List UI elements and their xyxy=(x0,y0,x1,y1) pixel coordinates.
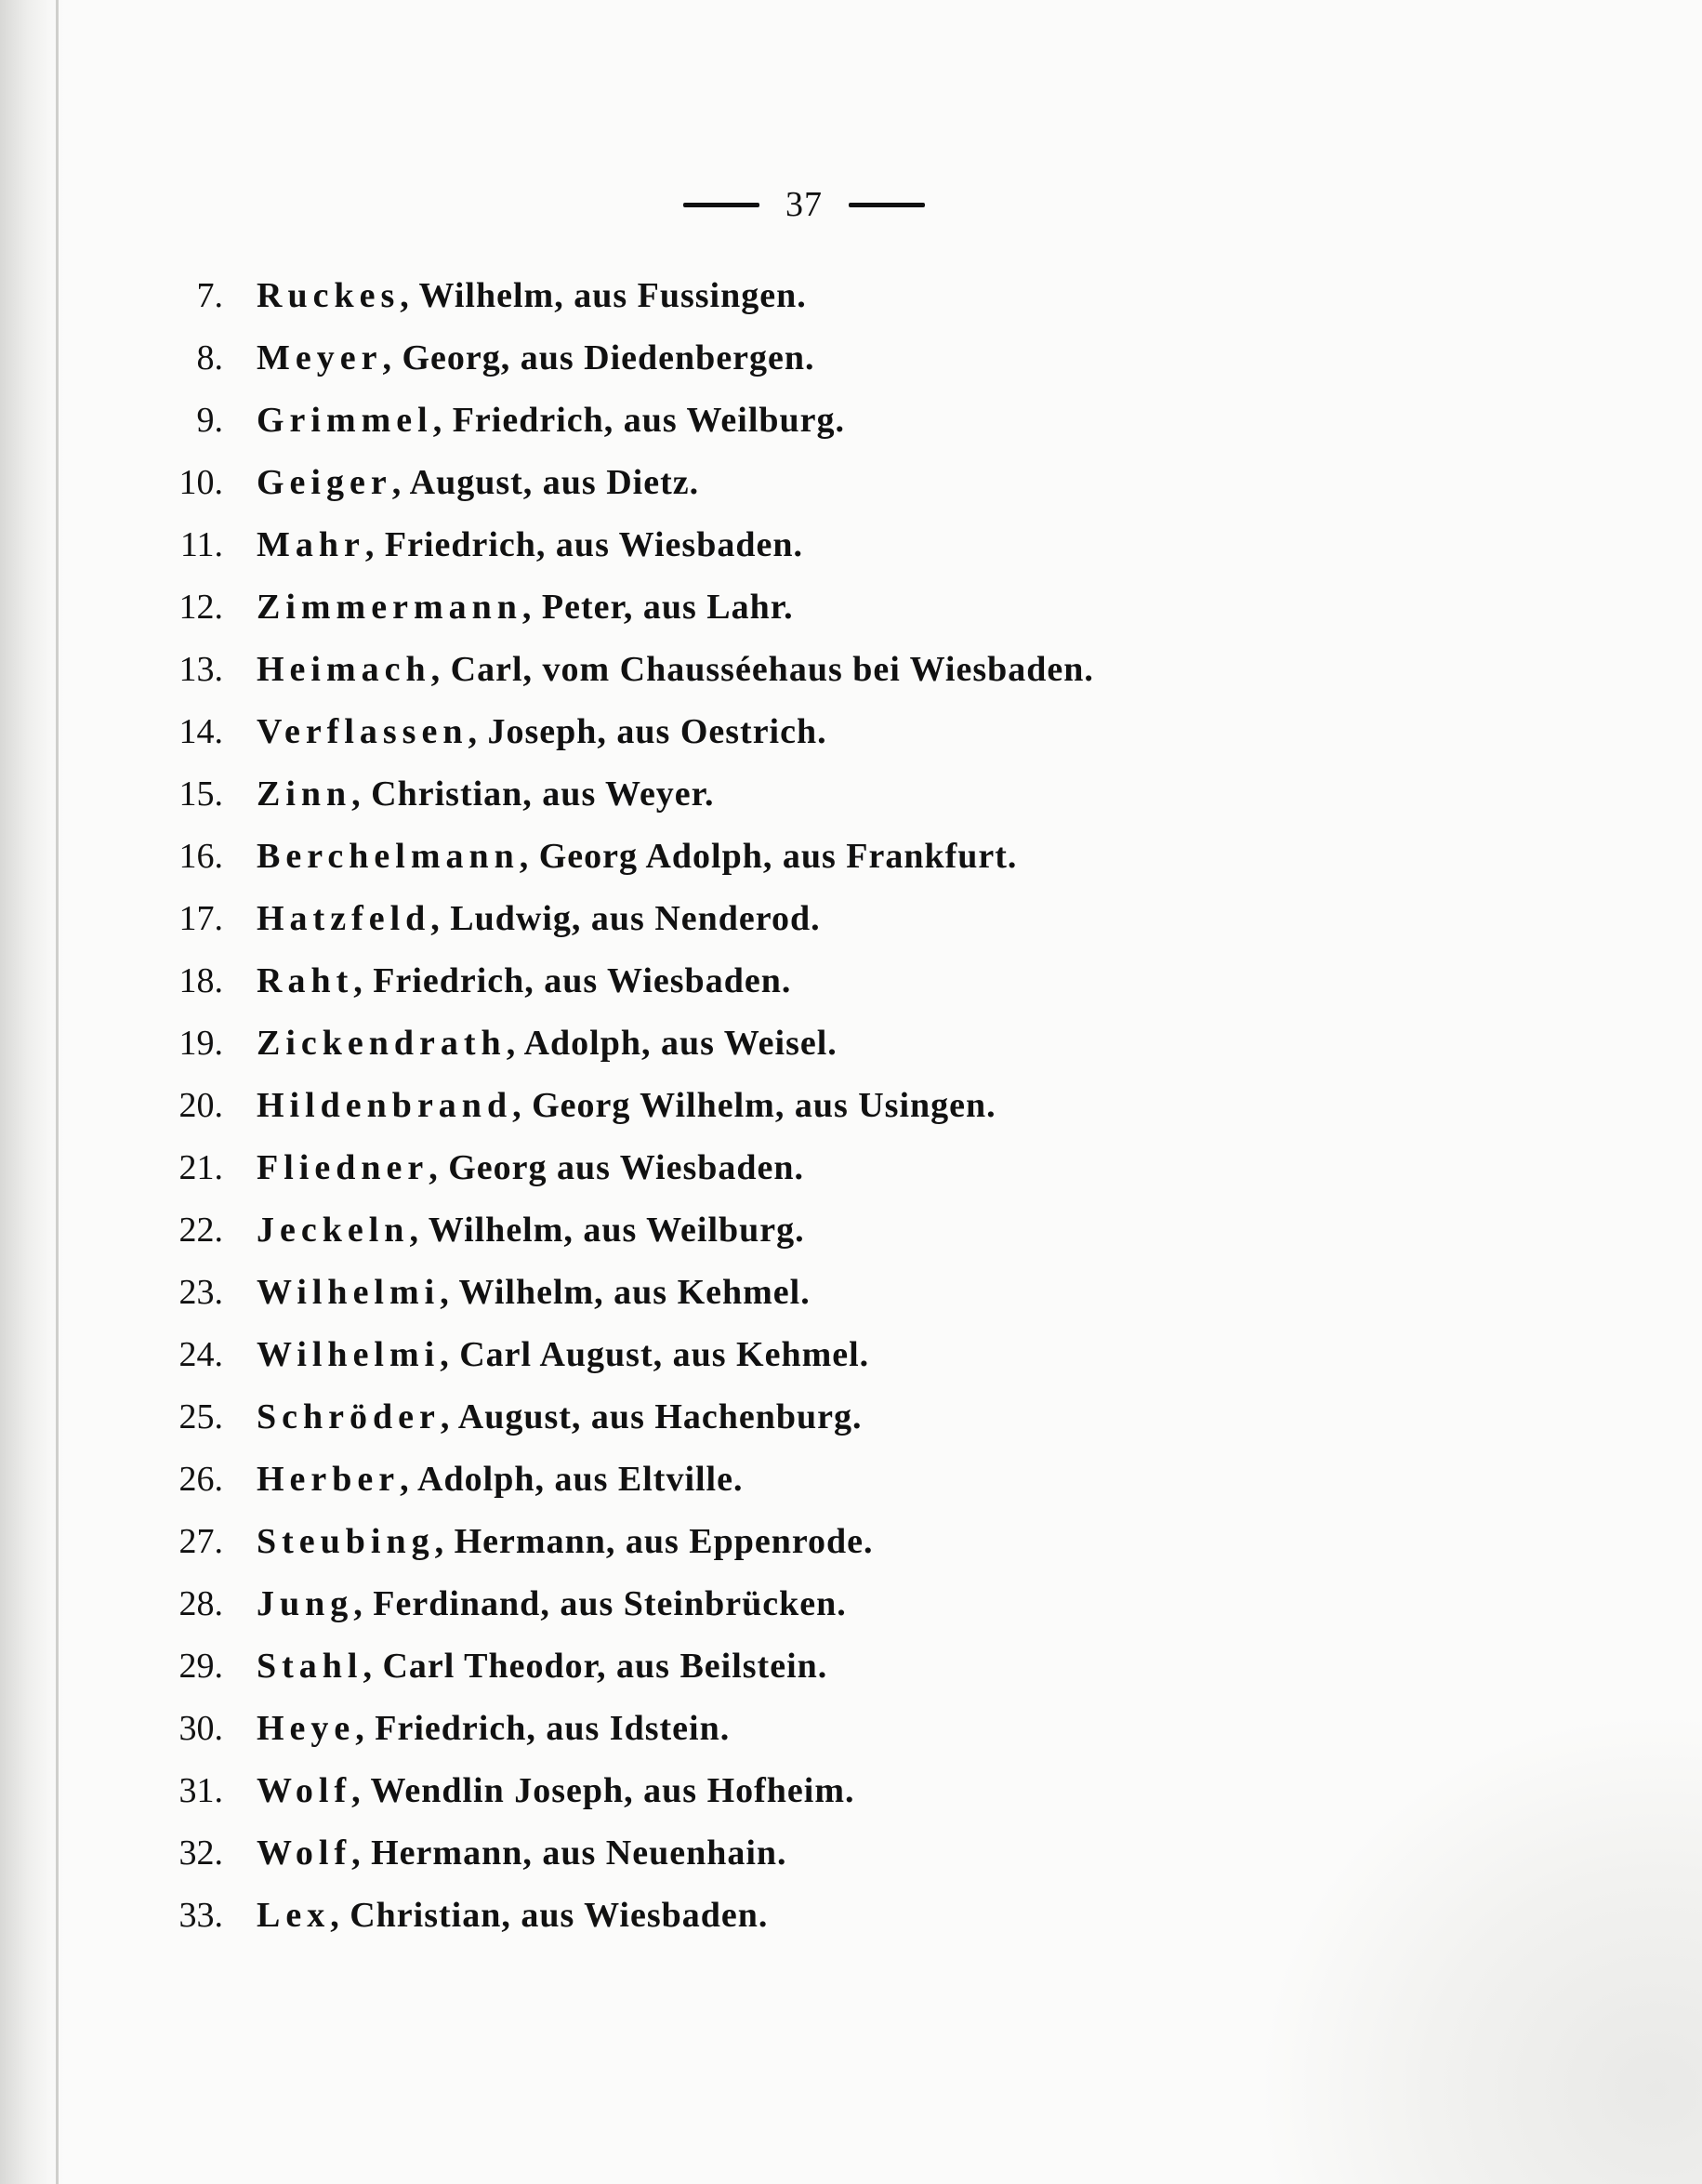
list-item xyxy=(139,1521,1348,1583)
entry-surname: Schröder xyxy=(257,1397,441,1436)
entry-number: 11. xyxy=(179,525,223,564)
entry-details: , Friedrich, aus Weilburg. xyxy=(432,401,846,440)
entry-surname: Berchelmann xyxy=(257,837,520,876)
entry-number: 22. xyxy=(178,1211,223,1250)
list-item xyxy=(139,774,1348,836)
entry-details: , Friedrich, aus Wiesbaden. xyxy=(353,961,792,1000)
entry-details: , Wilhelm, aus Weilburg. xyxy=(409,1211,805,1250)
list-item xyxy=(139,400,1348,462)
entry-surname: Jeckeln xyxy=(257,1211,410,1250)
entry-details: , Christian, aus Weyer. xyxy=(351,774,715,814)
list-item xyxy=(139,338,1348,400)
list-item xyxy=(139,1646,1348,1708)
list-item xyxy=(139,275,1348,338)
entry-details: , Hermann, aus Neuenhain. xyxy=(351,1833,787,1873)
list-item xyxy=(139,1085,1348,1147)
entry-number: 9. xyxy=(196,401,223,440)
entry-number: 28. xyxy=(178,1584,223,1623)
list-item xyxy=(139,960,1348,1023)
entry-number: 16. xyxy=(178,837,223,876)
entry-surname: Mahr xyxy=(257,525,365,564)
entry-surname: Hildenbrand xyxy=(257,1086,513,1125)
list-item xyxy=(139,711,1348,774)
entry-surname: Zickendrath xyxy=(257,1024,507,1063)
entry-details: , Wilhelm, aus Kehmel. xyxy=(440,1273,811,1312)
list-item xyxy=(139,1272,1348,1334)
list-item xyxy=(139,1583,1348,1646)
entry-number: 14. xyxy=(178,712,223,751)
entry-details: , Christian, aus Wiesbaden. xyxy=(330,1896,769,1935)
entry-details: , Carl Theodor, aus Beilstein. xyxy=(363,1647,828,1686)
entry-details: , Georg, aus Diedenbergen. xyxy=(382,338,815,377)
page-header xyxy=(683,184,925,225)
list-item xyxy=(139,1708,1348,1770)
entry-details: , Carl August, aus Kehmel. xyxy=(440,1335,870,1374)
entry-details: , Hermann, aus Eppenrode. xyxy=(434,1522,874,1561)
entry-surname: Jung xyxy=(257,1584,354,1623)
entry-details: , Wilhelm, aus Fussingen. xyxy=(400,276,807,315)
entry-surname: Fliedner xyxy=(257,1148,429,1187)
name-list xyxy=(139,275,1348,1957)
entry-number: 18. xyxy=(178,961,223,1000)
list-item xyxy=(139,1334,1348,1396)
list-item xyxy=(139,1833,1348,1895)
list-item xyxy=(139,649,1348,711)
entry-details: , Friedrich, aus Wiesbaden. xyxy=(364,525,803,564)
header-dash-left xyxy=(683,203,759,207)
list-item xyxy=(139,1770,1348,1833)
entry-number: 12. xyxy=(178,588,223,627)
list-item xyxy=(139,1147,1348,1210)
entry-number: 7. xyxy=(196,276,223,315)
entry-surname: Herber xyxy=(257,1460,401,1499)
entry-details: , Peter, aus Lahr. xyxy=(521,588,794,627)
entry-surname: Lex xyxy=(257,1896,331,1935)
entry-number: 8. xyxy=(196,338,223,377)
entry-number: 15. xyxy=(178,774,223,814)
entry-surname: Geiger xyxy=(257,463,392,502)
entry-surname: Meyer xyxy=(257,338,383,377)
entry-surname: Stahl xyxy=(257,1647,363,1686)
binding-line xyxy=(56,0,59,2184)
list-item xyxy=(139,1210,1348,1272)
entry-number: 10. xyxy=(178,463,223,502)
list-item xyxy=(139,462,1348,524)
entry-details: , Ludwig, aus Nenderod. xyxy=(430,899,821,938)
entry-number: 29. xyxy=(178,1647,223,1686)
entry-details: , Friedrich, aus Idstein. xyxy=(355,1709,731,1748)
entry-number: 19. xyxy=(178,1024,223,1063)
list-item xyxy=(139,1023,1348,1085)
entry-details: , Wendlin Joseph, aus Hofheim. xyxy=(351,1771,855,1810)
header-dash-right xyxy=(849,203,925,207)
entry-details: , August, aus Hachenburg. xyxy=(440,1397,863,1436)
list-item xyxy=(139,1459,1348,1521)
entry-number: 17. xyxy=(178,899,223,938)
list-item xyxy=(139,836,1348,898)
entry-surname: Ruckes xyxy=(257,276,401,315)
entry-number: 27. xyxy=(178,1522,223,1561)
entry-details: , Georg Wilhelm, aus Usingen. xyxy=(512,1086,996,1125)
entry-details: , Adolph, aus Weisel. xyxy=(506,1024,838,1063)
entry-number: 24. xyxy=(178,1335,223,1374)
entry-surname: Wilhelmi xyxy=(257,1335,441,1374)
entry-details: , Ferdinand, aus Steinbrücken. xyxy=(353,1584,847,1623)
entry-details: , Carl, vom Chausséehaus bei Wiesbaden. xyxy=(430,650,1094,689)
entry-number: 13. xyxy=(178,650,223,689)
entry-details: , August, aus Dietz. xyxy=(391,463,700,502)
entry-details: , Joseph, aus Oestrich. xyxy=(468,712,827,751)
entry-surname: Hatzfeld xyxy=(257,899,431,938)
entry-number: 32. xyxy=(178,1833,223,1873)
list-item xyxy=(139,524,1348,587)
entry-number: 23. xyxy=(178,1273,223,1312)
entry-surname: Steubing xyxy=(257,1522,435,1561)
entry-number: 33. xyxy=(178,1896,223,1935)
entry-number: 30. xyxy=(178,1709,223,1748)
entry-surname: Raht xyxy=(257,961,354,1000)
list-item xyxy=(139,1396,1348,1459)
list-item xyxy=(139,898,1348,960)
list-item xyxy=(139,587,1348,649)
entry-surname: Grimmel xyxy=(257,401,433,440)
entry-number: 26. xyxy=(178,1460,223,1499)
entry-number: 21. xyxy=(178,1148,223,1187)
entry-surname: Verflassen xyxy=(257,712,468,751)
list-item xyxy=(139,1895,1348,1957)
entry-details: , Georg aus Wiesbaden. xyxy=(429,1148,805,1187)
entry-surname: Wolf xyxy=(257,1833,352,1873)
entry-surname: Wolf xyxy=(257,1771,352,1810)
entry-surname: Heye xyxy=(257,1709,356,1748)
entry-number: 31. xyxy=(178,1771,223,1810)
entry-surname: Zimmermann xyxy=(257,588,522,627)
page-number: 37 xyxy=(785,185,823,224)
entry-surname: Zinn xyxy=(257,774,352,814)
entry-surname: Heimach xyxy=(257,650,431,689)
entry-number: 20. xyxy=(178,1086,223,1125)
entry-details: , Georg Adolph, aus Frankfurt. xyxy=(519,837,1018,876)
entry-number: 25. xyxy=(178,1397,223,1436)
entry-surname: Wilhelmi xyxy=(257,1273,441,1312)
entry-details: , Adolph, aus Eltville. xyxy=(400,1460,744,1499)
